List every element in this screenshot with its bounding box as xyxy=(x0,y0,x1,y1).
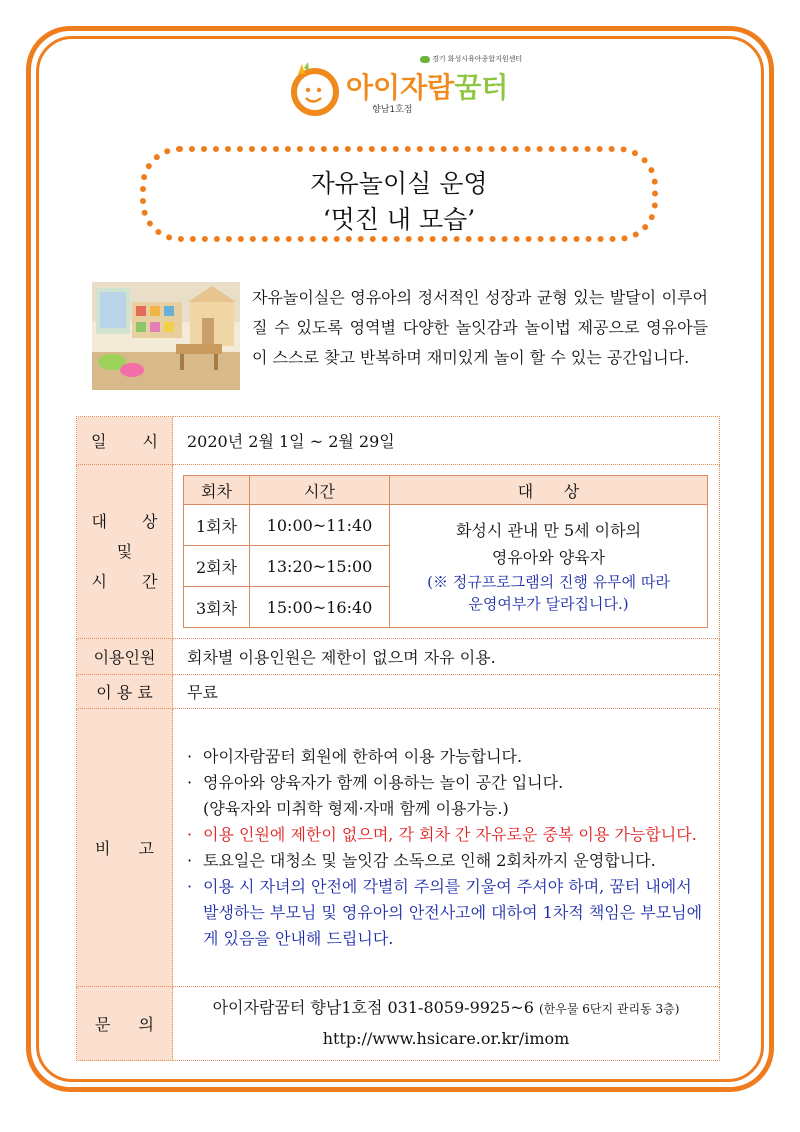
title-box xyxy=(140,146,658,242)
page-subtitle: ‘멋진 내 모습’ xyxy=(322,205,476,234)
intro-text: 자유놀이실은 영유아의 정서적인 성장과 균형 있는 발달이 이루어질 수 있도록 영역별 다양한 놀잇감과 놀이법 제공으로 영유아들이 스스로 찾고 반복하며 재미있게 놀이 할 수 있는 공간입니다. xyxy=(252,288,708,367)
remark-item-5: · 이용 시 자녀의 안전에 각별히 주의를 기울여 주셔야 하며, 꿈터 내에서 발생하는 부모님 및 영유아의 안전사고에 대하여 1차적 책임은 부모님에게 있음을 안내해 드립니다. xyxy=(187,876,703,948)
playroom-photo xyxy=(92,282,240,390)
label-remarks: 비 고 xyxy=(77,709,173,987)
target-line1: 화성시 관내 만 5세 이하의 xyxy=(455,521,642,540)
label-fee: 이 용 료 xyxy=(77,675,173,709)
value-remarks xyxy=(173,709,720,987)
contact-address: (한우물 6단지 관리동 3층) xyxy=(538,1002,680,1016)
session-2: 2회차 xyxy=(184,546,250,587)
value-fee: 무료 xyxy=(173,675,720,709)
logo-branch: 향남1호점 xyxy=(372,105,413,115)
logo xyxy=(286,50,526,120)
target-cell xyxy=(390,505,708,628)
row-capacity xyxy=(77,639,720,675)
value-date: 2020년 2월 1일 ~ 2월 29일 xyxy=(173,417,720,465)
remark-item-4: · 토요일은 대청소 및 놀잇감 소독으로 인해 2회차까지 운영합니다. xyxy=(187,850,656,870)
target-note1: (※ 정규프로그램의 진행 유무에 따라 xyxy=(427,573,670,591)
remark-item-2-note: (양육자와 미취학 형제·자매 함께 이용가능.) xyxy=(203,798,509,818)
center-logo-icon xyxy=(420,56,430,63)
contact-phone: 아이자람꿈터 향남1호점 031-8059-9925~6 xyxy=(212,998,534,1017)
row-contact xyxy=(77,987,720,1061)
row-fee xyxy=(77,675,720,709)
session-1: 1회차 xyxy=(184,505,250,546)
row-date xyxy=(77,417,720,465)
label-date: 일 시 xyxy=(77,417,173,465)
time-2: 13:20~15:00 xyxy=(250,546,390,587)
schedule-table xyxy=(183,475,708,628)
remark-item-3: · 이용 인원에 제한이 없으며, 각 회차 간 자유로운 중복 이용 가능합니다. xyxy=(187,824,697,844)
time-1: 10:00~11:40 xyxy=(250,505,390,546)
info-table xyxy=(76,416,720,1061)
contact-url[interactable]: http://www.hsicare.or.kr/imom xyxy=(322,1029,570,1048)
header-session: 회차 xyxy=(184,476,250,505)
remark-item-2: · 영유아와 양육자가 함께 이용하는 놀이 공간 입니다. (양육자와 미취학 형제·자매 함께 이용가능.) xyxy=(187,772,564,818)
header-target: 대 상 xyxy=(390,476,708,505)
target-line2: 영유아와 양육자 xyxy=(491,548,606,567)
remark-item-1: · 아이자람꿈터 회원에 한하여 이용 가능합니다. xyxy=(187,746,523,766)
logo-name: 아이자람꿈터 xyxy=(346,71,509,104)
label-schedule: 대 상 및 시 간 xyxy=(77,465,173,639)
row-schedule xyxy=(77,465,720,639)
label-capacity: 이용인원 xyxy=(77,639,173,675)
mascot-icon xyxy=(288,60,342,116)
page-title: 자유놀이실 운영 xyxy=(310,169,488,198)
value-capacity: 회차별 이용인원은 제한이 없으며 자유 이용. xyxy=(173,639,720,675)
time-3: 15:00~16:40 xyxy=(250,587,390,628)
label-contact: 문 의 xyxy=(77,987,173,1061)
value-schedule xyxy=(173,465,720,639)
session-3: 3회차 xyxy=(184,587,250,628)
row-remarks xyxy=(77,709,720,987)
target-note2: 운영여부가 달라집니다.) xyxy=(468,595,629,613)
header-time: 시간 xyxy=(250,476,390,505)
logo-sub: 경기 화성시육아종합지원센터 xyxy=(420,54,522,64)
value-contact xyxy=(173,987,720,1061)
